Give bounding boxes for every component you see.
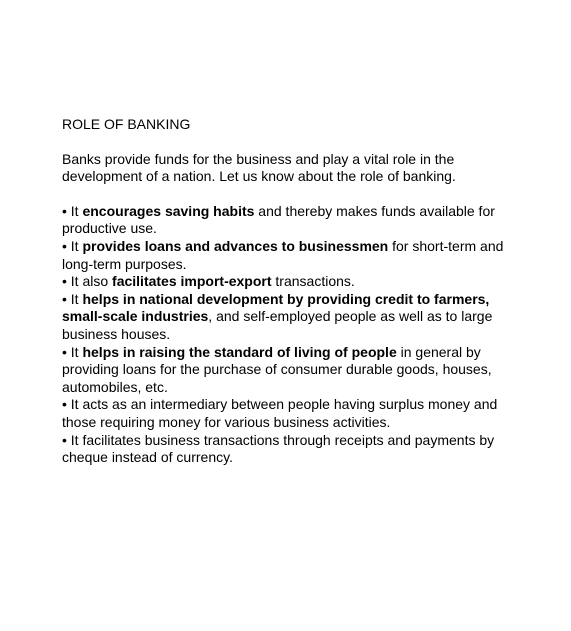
bullet-list bbox=[62, 203, 512, 467]
list-item bbox=[62, 396, 512, 431]
point-text: for short-term and long-term purposes. bbox=[62, 237, 504, 272]
list-item bbox=[62, 273, 512, 291]
point-emphasis: helps in national development by providing credit to farmers, small-scale industries bbox=[62, 290, 490, 325]
list-item bbox=[62, 344, 512, 397]
point-emphasis: encourages saving habits bbox=[82, 202, 255, 219]
bullet-glyph: • bbox=[62, 273, 67, 290]
point-emphasis: provides loans and advances to businessmen bbox=[82, 237, 389, 254]
list-item bbox=[62, 238, 512, 273]
page-title: ROLE OF BANKING bbox=[62, 116, 191, 132]
intro-paragraph: Banks provide funds for the business and play a vital role in the development of a nation. Let us know about the role of banking. bbox=[62, 150, 456, 185]
bullet-glyph: • bbox=[62, 202, 67, 219]
point-emphasis: helps in raising the standard of living of people bbox=[82, 343, 397, 360]
point-text: in general by providing loans for the purchase of consumer durable goods, houses, automobiles, etc. bbox=[62, 343, 492, 395]
document-body bbox=[62, 116, 512, 467]
point-text: and thereby makes funds available for productive use. bbox=[62, 202, 495, 237]
point-emphasis: facilitates import-export bbox=[112, 273, 272, 290]
list-item bbox=[62, 432, 512, 467]
point-text: transactions. bbox=[271, 273, 355, 290]
point-text: It bbox=[66, 290, 83, 307]
point-text: It also bbox=[66, 273, 113, 290]
bullet-glyph: • bbox=[62, 237, 67, 254]
point-text: It bbox=[66, 237, 83, 254]
bullet-glyph: • bbox=[62, 396, 67, 413]
bullet-glyph: • bbox=[62, 431, 67, 448]
list-item bbox=[62, 203, 512, 238]
point-text: , and self-employed people as well as to large business houses. bbox=[62, 308, 493, 342]
bullet-glyph: • bbox=[62, 343, 67, 360]
bullet-glyph: • bbox=[62, 290, 67, 307]
point-text: It bbox=[66, 202, 83, 219]
point-text: It facilitates business transactions through receipts and payments by cheque instead of currency. bbox=[62, 431, 495, 466]
point-text: It bbox=[66, 343, 83, 360]
list-item bbox=[62, 291, 512, 344]
point-text: It acts as an intermediary between people having surplus money and those requiring money for various business activities. bbox=[62, 396, 498, 430]
